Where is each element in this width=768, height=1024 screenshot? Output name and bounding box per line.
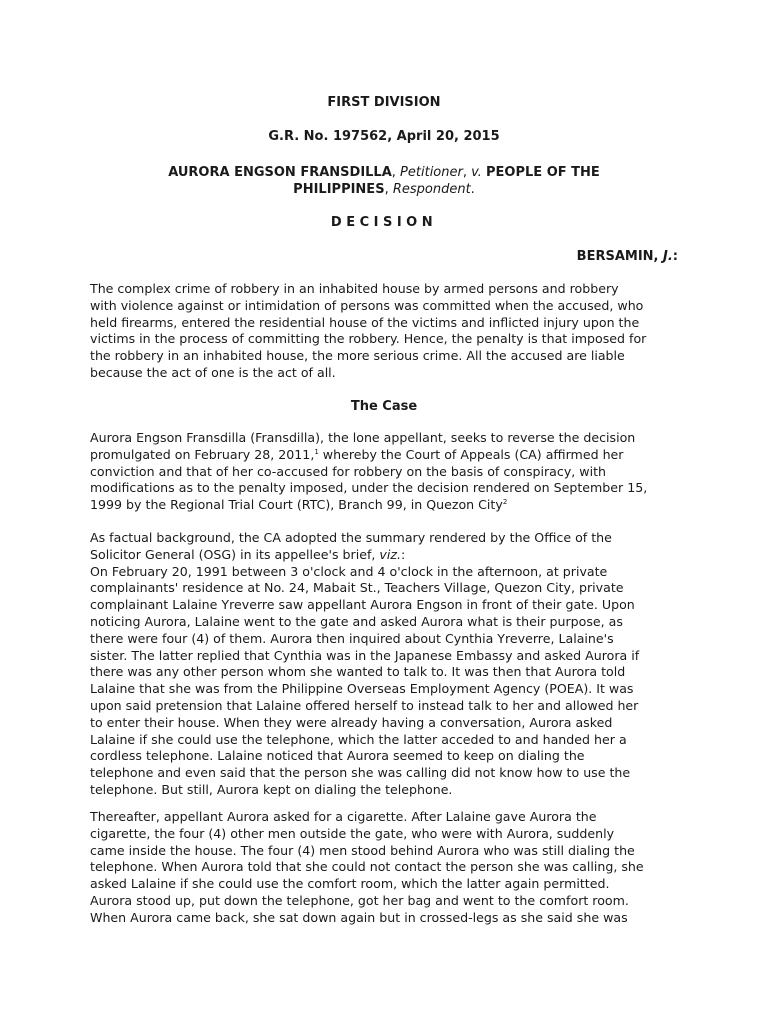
paragraph-line: came inside the house. The four (4) men stood behind Aurora who was still dialing the bbox=[90, 842, 635, 858]
text-run: promulgated on February 28, 2011, bbox=[90, 446, 315, 462]
text-run-italic: viz. bbox=[379, 546, 401, 562]
section-heading-the-case: The Case bbox=[350, 399, 418, 414]
paragraph-line: Thereafter, appellant Aurora asked for a cigarette. After Lalaine gave Aurora the bbox=[90, 809, 597, 824]
intro-line: The complex crime of robbery in an inhabited house by armed persons and robbery bbox=[90, 281, 619, 296]
ponente-name: BERSAMIN bbox=[576, 249, 654, 264]
paragraph-line: complainant Lalaine Yreverre saw appellant Aurora Engson in front of their gate. Upon bbox=[90, 597, 635, 613]
intro-line: the robbery in an inhabited house, the more serious crime. All the accused are liable bbox=[90, 348, 625, 364]
case-paragraph-3 bbox=[90, 809, 690, 927]
intro-line: because the act of one is the act of all. bbox=[90, 364, 336, 380]
ponente-suffix: J. bbox=[663, 249, 673, 264]
ponente: BERSAMIN, J.: bbox=[576, 249, 678, 264]
paragraph-line: complainants' residence at No. 24, Mabait St., Teachers Village, Quezon City, private bbox=[90, 580, 624, 596]
division-heading: FIRST DIVISION bbox=[327, 95, 441, 110]
case-paragraph-2 bbox=[90, 530, 690, 799]
respondent-name-2: PHILIPPINES bbox=[293, 182, 385, 197]
decision-title: DECISION bbox=[330, 215, 438, 230]
paragraph-line: Lalaine if she could use the telephone, which the latter acceded to and handed her a bbox=[90, 731, 627, 747]
paragraph-line: Aurora Engson Fransdilla (Fransdilla), the lone appellant, seeks to reverse the decision bbox=[90, 430, 636, 445]
paragraph-line: upon said pretension that Lalaine offered herself to instead talk to her and allowed her bbox=[90, 697, 639, 713]
petitioner-role: Petitioner bbox=[400, 165, 463, 180]
paragraph-line: telephone. But still, Aurora kept on dialing the telephone. bbox=[90, 781, 453, 797]
text-run: : bbox=[400, 546, 406, 562]
paragraph-line: On February 20, 1991 between 3 o'clock and 4 o'clock in the afternoon, at private bbox=[90, 563, 608, 579]
respondent-role: Respondent bbox=[392, 182, 471, 197]
paragraph-line: asked Lalaine if she could use the comfort room, which the latter again permitted. bbox=[90, 876, 610, 892]
intro-line: held firearms, entered the residential house of the victims and inflicted injury upon the bbox=[90, 314, 640, 330]
text-run: Solicitor General (OSG) in its appellee's brief, bbox=[90, 546, 380, 562]
paragraph-line: When Aurora came back, she sat down again but in crossed-legs as she said she was bbox=[90, 909, 628, 925]
intro-paragraph bbox=[90, 281, 690, 382]
paragraph-line: As factual background, the CA adopted the summary rendered by the Office of the bbox=[90, 530, 612, 545]
paragraph-line: sister. The latter replied that Cynthia was in the Japanese Embassy and asked Aurora if bbox=[90, 647, 640, 663]
paragraph-line: there were four (4) of them. Aurora then inquired about Cynthia Yreverre, Lalaine's bbox=[90, 630, 614, 646]
footnote-ref-1[interactable]: 1 bbox=[314, 447, 319, 456]
intro-line: victims in the process of committing the robbery. Hence, the penalty is that imposed for bbox=[90, 331, 647, 347]
paragraph-line: conviction and that of her co-accused for robbery on the basis of conspiracy, with bbox=[90, 463, 606, 479]
paragraph-line: Lalaine that she was from the Philippine Overseas Employment Agency (POEA). It was bbox=[90, 681, 634, 697]
case-number: G.R. No. 197562, April 20, 2015 bbox=[268, 129, 500, 144]
paragraph-line: Aurora stood up, put down the telephone, got her bag and went to the comfort room. bbox=[90, 892, 629, 908]
text-run: 1999 by the Regional Trial Court (RTC), Branch 99, in Quezon City bbox=[90, 497, 503, 513]
petitioner-name: AURORA ENGSON FRANSDILLA bbox=[168, 165, 392, 180]
respondent-name-1: PEOPLE OF THE bbox=[486, 165, 600, 180]
paragraph-line bbox=[90, 547, 690, 564]
paragraph-line: cigarette, the four (4) other men outside the gate, who were with Aurora, suddenly bbox=[90, 825, 615, 841]
case-parties bbox=[0, 164, 768, 198]
versus: v. bbox=[471, 165, 482, 180]
footnote-ref-2[interactable]: 2 bbox=[502, 498, 508, 507]
intro-line: with violence against or intimidation of persons was committed when the accused, who bbox=[90, 297, 644, 313]
paragraph-line: telephone and even said that the person she was calling did not know how to use the bbox=[90, 765, 631, 781]
paragraph-line: noticing Aurora, Lalaine went to the gate and asked Aurora what is their purpose, as bbox=[90, 613, 623, 629]
case-parties-line-1: AURORA ENGSON FRANSDILLA, Petitioner, v. PEOPLE OF THE bbox=[168, 165, 600, 180]
case-parties-line-2: PHILIPPINES, Respondent. bbox=[293, 182, 475, 197]
text-run: whereby the Court of Appeals (CA) affirmed her bbox=[318, 446, 624, 462]
paragraph-line: to enter their house. When they were already having a conversation, Aurora asked bbox=[90, 714, 613, 730]
paragraph-line: cordless telephone. Lalaine noticed that Aurora seemed to keep on dialing the bbox=[90, 748, 585, 764]
paragraph-line bbox=[90, 447, 690, 464]
paragraph-line: there was any other person whom she wanted to talk to. It was then that Aurora told bbox=[90, 664, 626, 680]
paragraph-line bbox=[90, 497, 690, 514]
paragraph-line: telephone. When Aurora told that she could not contact the person she was calling, she bbox=[90, 859, 644, 875]
case-paragraph-1 bbox=[90, 430, 690, 514]
paragraph-line: modifications as to the penalty imposed, under the decision rendered on September 15, bbox=[90, 480, 648, 496]
